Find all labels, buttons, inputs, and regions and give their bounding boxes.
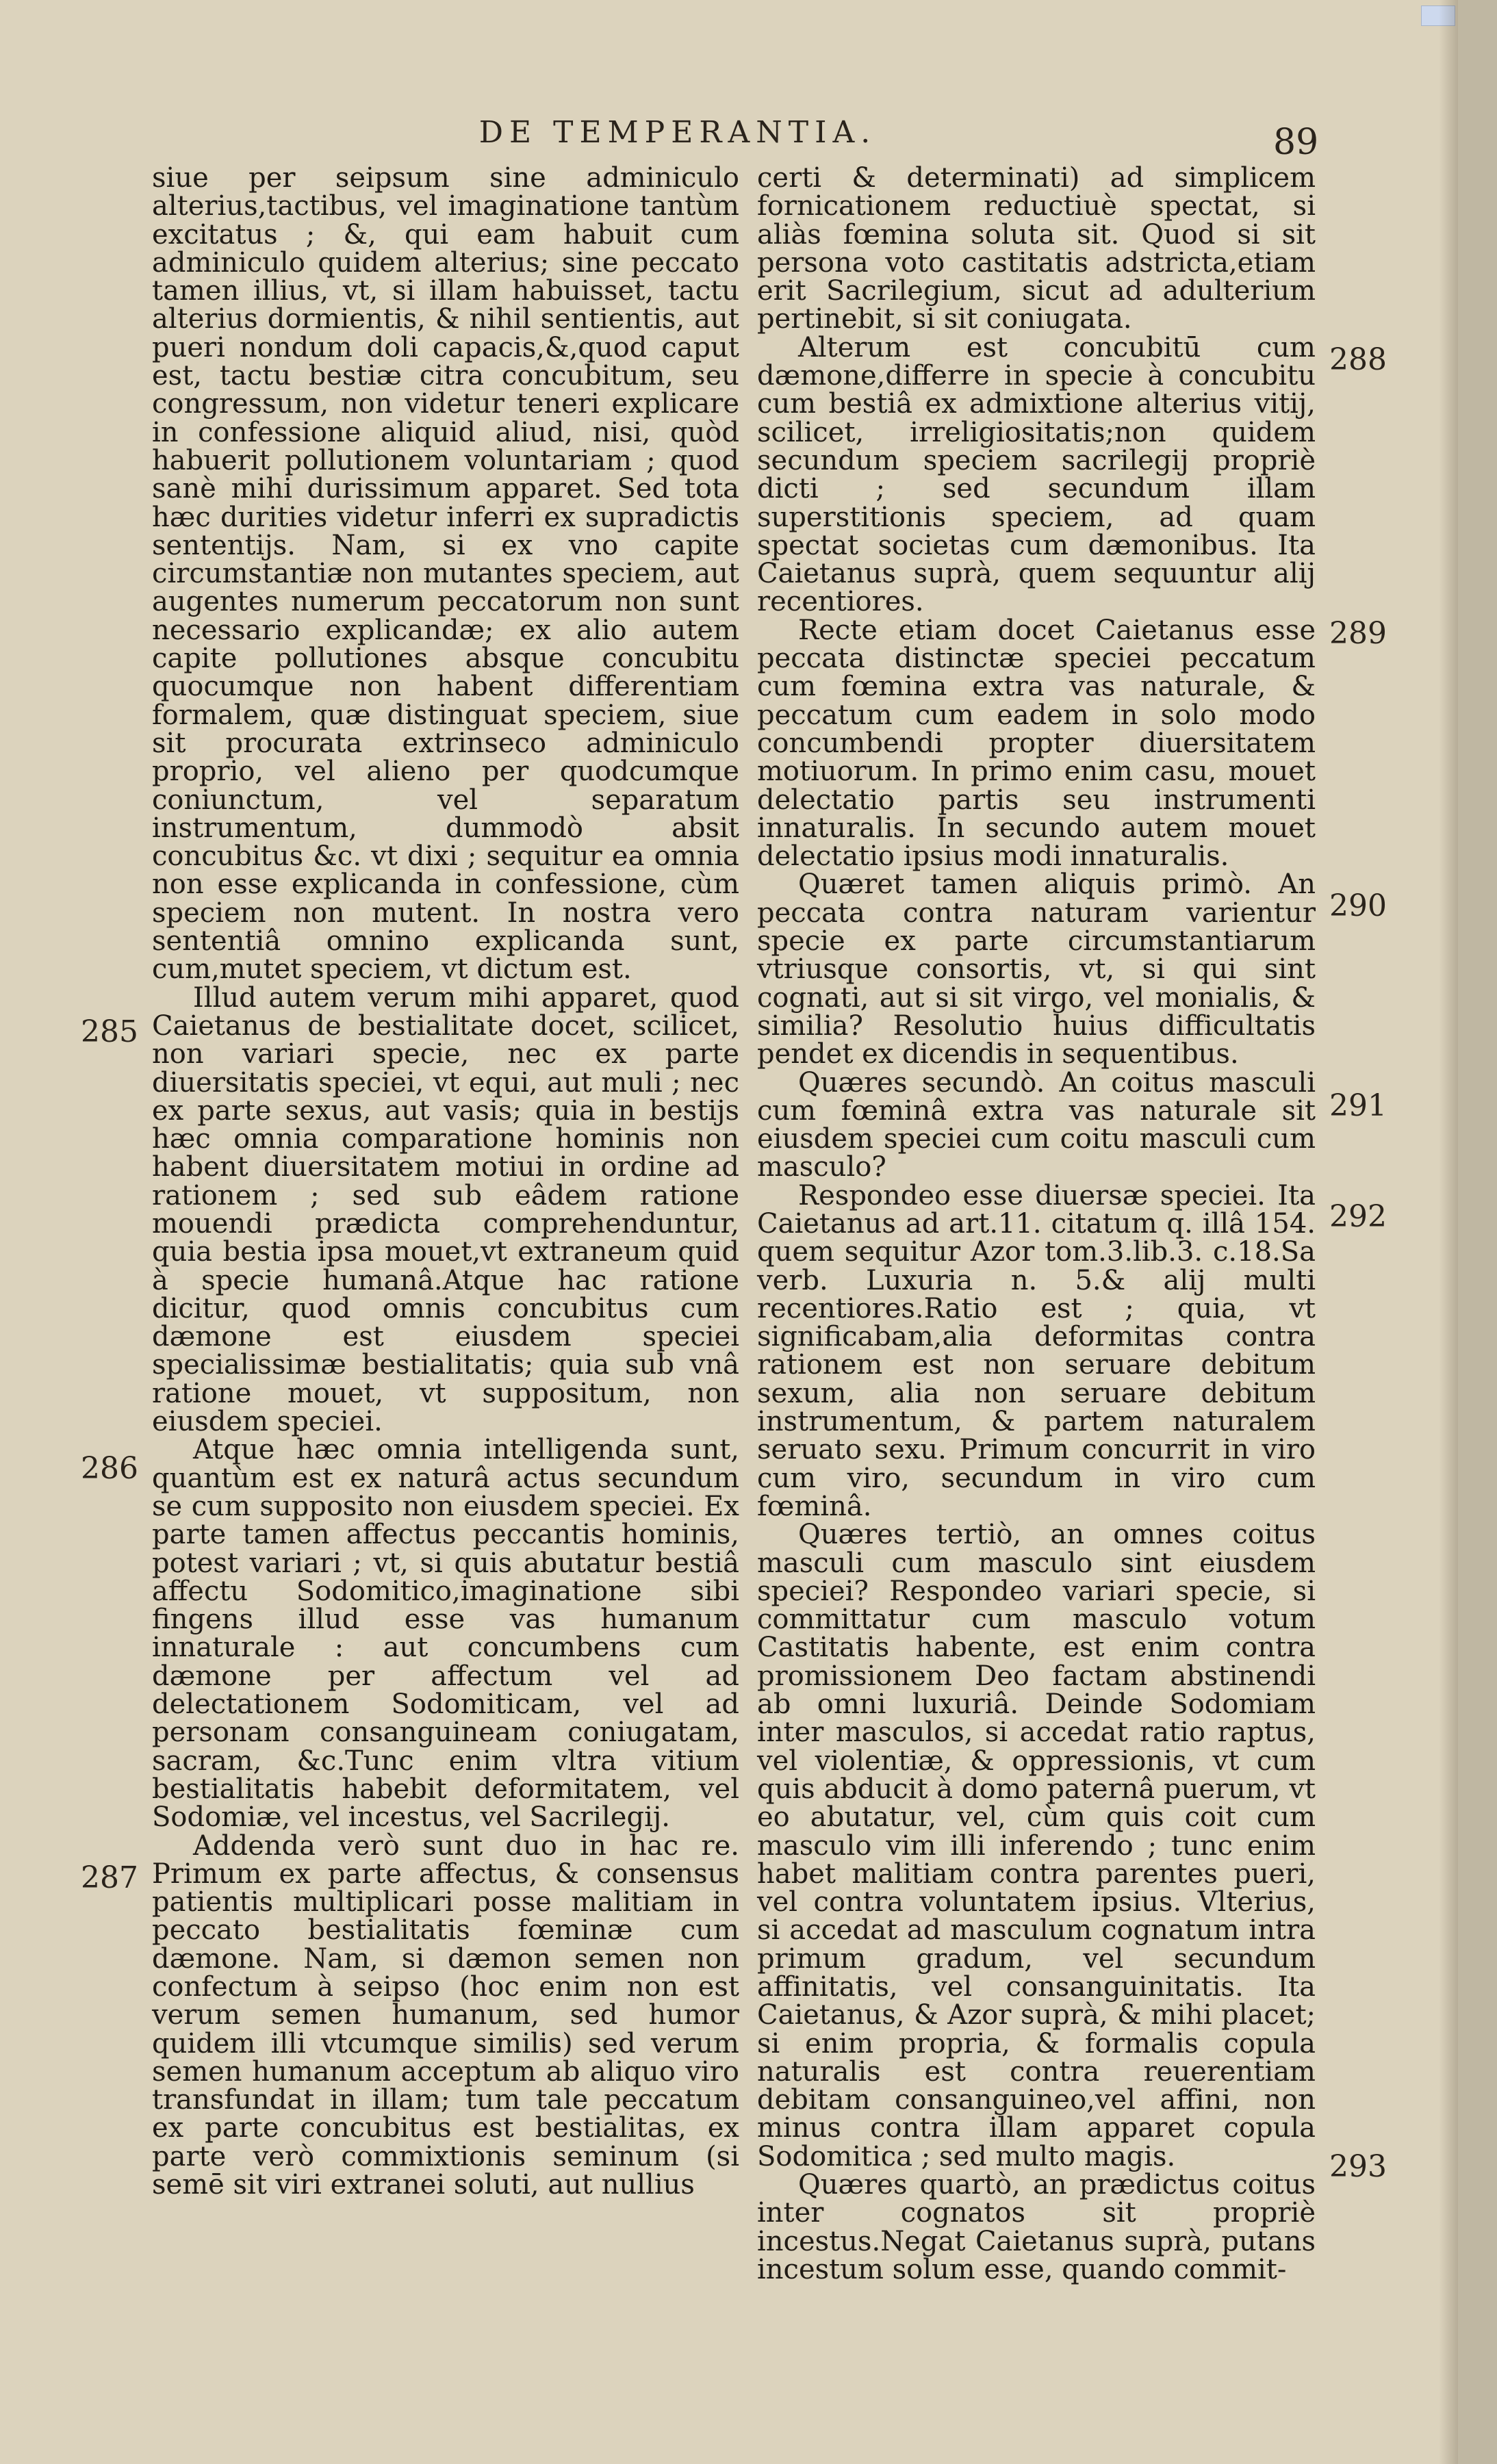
paragraph: Alterum est concubitū cum dæmone,differre in specie à concubitu cum bestiâ ex admixtione alterius vitij, scilicet, irreligiositatis;non quidem secundum speciem sacrilegij propriè dicti ; sed secundum illam superstitionis speciem, ad quam spectat societas cum dæmonibus. Ita Caietanus suprà, quem sequuntur alij recentiores. bbox=[757, 331, 1316, 618]
margin-number: 291 bbox=[1329, 1088, 1387, 1123]
margin-number: 293 bbox=[1329, 2149, 1387, 2184]
margin-number: 286 bbox=[81, 1451, 138, 1486]
paragraph: Atque hæc omnia intelligenda sunt, quantùm est ex naturâ actus secundum se cum supposito non eiusdem speciei. Ex parte tamen affectus peccantis hominis, potest variari ; vt, si quis abutatur bestiâ affectu Sodomitico,imaginatione sibi fingens illud esse vas humanum innaturale : aut concumbens cum dæmone per affectum vel ad delectationem Sodomiticam, vel ad personam consanguineam coniugatam, sacram, &c.Tunc enim vltra vitium bestialitatis habebit deformitatem, vel Sodomiæ, vel incestus, vel Sacrilegij. bbox=[152, 1434, 739, 1834]
paragraph: Quæres tertiò, an omnes coitus masculi cum masculo sint eiusdem speciei? Respondeo variari specie, si committatur cum masculo votum Castitatis habente, est enim contra promissionem Deo factam abstinendi ab omni luxuriâ. Deinde Sodomiam inter masculos, si accedat ratio raptus, vel violentiæ, & oppressionis, vt cum quis abducit à domo paternâ puerum, vt eo abutatur, vel, cùm quis coit cum masculo vim illi inferendo ; tunc enim habet malitiam contra parentes pueri, vel contra voluntatem ipsius. Vlterius, si accedat ad masculum cognatum intra primum gradum, vel secundum affinitatis, vel consanguinitatis. Ita Caietanus, & Azor suprà, & mihi placet; si enim propria, & formalis copula naturalis est contra reuerentiam debitam consanguineo,vel affini, non minus contra illam apparet copula Sodomitica ; sed multo magis. bbox=[757, 1519, 1316, 2172]
page-tab-marker bbox=[1421, 5, 1455, 26]
paragraph: Quæres secundò. An coitus masculi cum fœminâ extra vas naturale sit eiusdem speciei cum coitu masculi cum masculo? bbox=[757, 1066, 1316, 1183]
paragraph: Addenda verò sunt duo in hac re. Primum ex parte affectus, & consensus patientis multiplicari posse malitiam in peccato bestialitatis fœminæ cum dæmone. Nam, si dæmon semen non confectum à seipso (hoc enim non est verum semen humanum, sed humor quidem illi vtcumque similis) sed verum semen humanum acceptum ab aliquo viro transfundat in illam; tum tale peccatum ex parte concubitus est bestialitas, ex parte verò commixtionis seminum (si semē sit viri extranei soluti, aut nullius bbox=[152, 1830, 739, 2201]
paragraph: Illud autem verum mihi apparet, quod Caietanus de bestialitate docet, scilicet, non variari specie, nec ex parte diuersitatis speciei, vt equi, aut muli ; nec ex parte sexus, aut vasis; quia in bestijs hæc omnia comparatione hominis non habent diuersitatem motiui in ordine ad rationem ; sed sub eâdem ratione mouendi prædicta comprehenduntur, quia bestia ipsa mouet,vt extraneum quid à specie humanâ.Atque hac ratione dicitur, quod omnis concubitus cum dæmone est eiusdem speciei specialissimæ bestialitatis; quia sub vnâ ratione mouet, vt suppositum, non eiusdem speciei. bbox=[152, 981, 739, 1438]
margin-number: 288 bbox=[1329, 342, 1387, 377]
margin-number: 287 bbox=[81, 1860, 138, 1895]
page-number: 89 bbox=[1273, 122, 1319, 163]
margin-number: 292 bbox=[1329, 1199, 1387, 1234]
paragraph: certi & determinati) ad simplicem fornicationem reductiuè spectat, si aliàs fœmina soluta sit. Quod si sit persona voto castitatis adstricta,etiam erit Sacrilegium, sicut ad adulterium pertinebit, si sit coniugata. bbox=[757, 162, 1316, 335]
left-text-column bbox=[152, 164, 739, 2199]
margin-number: 285 bbox=[81, 1014, 138, 1049]
margin-number: 290 bbox=[1329, 888, 1387, 923]
paragraph: Quæres quartò, an prædictus coitus inter cognatos sit propriè incestus.Negat Caietanus suprà, putans incestum solum esse, quando commit- bbox=[757, 2169, 1316, 2285]
paragraph: Respondeo esse diuersæ speciei. Ita Caietanus ad art.11. citatum q. illâ 154. quem sequitur Azor tom.3.lib.3. c.18.Sa verb. Luxuria n. 5.& alij multi recentiores.Ratio est ; quia, vt significabam,alia deformitas contra rationem est non seruare debitum sexum, alia non seruare debitum instrumentum, & partem naturalem seruato sexu. Primum concurrit in viro cum viro, secundum in viro cum fœminâ. bbox=[757, 1179, 1316, 1522]
right-text-column bbox=[757, 164, 1316, 2284]
paragraph: siue per seipsum sine adminiculo alterius,tactibus, vel imaginatione tantùm excitatus ; &, qui eam habuit cum adminiculo quidem alterius; sine peccato tamen illius, vt, si illam habuisset, tactu alterius dormientis, & nihil sentientis, aut pueri nondum doli capacis,&,quod caput est, tactu bestiæ citra concubitum, seu congressum, non videtur teneri explicare in confessione aliquid aliud, nisi, quòd habuerit pollutionem voluntariam ; quod sanè mihi durissimum apparet. Sed tota hæc durities videtur inferri ex supradictis sententijs. Nam, si ex vno capite circumstantiæ non mutantes speciem, aut augentes numerum peccatorum non sunt necessario explicandæ; ex alio autem capite pollutiones absque concubitu quocumque non habent differentiam formalem, quæ distinguat speciem, siue sit procurata extrinseco adminiculo proprio, vel alieno per quodcumque coniunctum, vel separatum instrumentum, dummodò absit concubitus &c. vt dixi ; sequitur ea omnia non esse explicanda in confessione, cùm speciem non mutent. In nostra vero sententiâ omnino explicanda sunt, cum,mutet speciem, vt dictum est. bbox=[152, 162, 739, 986]
margin-number: 289 bbox=[1329, 616, 1387, 651]
paragraph: Recte etiam docet Caietanus esse peccata distinctæ speciei peccatum cum fœmina extra vas naturale, & peccatum cum eadem in solo modo concumbendi propter diuersitatem motiuorum. In primo enim casu, mouet delectatio partis seu instrumenti innaturalis. In secundo autem mouet delectatio ipsius modi innaturalis. bbox=[757, 614, 1316, 873]
running-header-title: DE TEMPERANTIA. bbox=[478, 115, 877, 150]
paragraph: Quæret tamen aliquis primò. An peccata contra naturam varientur specie ex parte circumstantiarum vtriusque consortis, vt, si qui sint cognati, aut si sit virgo, vel monialis, & similia? Resolutio huius difficultatis pendet ex dicendis in sequentibus. bbox=[757, 869, 1316, 1070]
